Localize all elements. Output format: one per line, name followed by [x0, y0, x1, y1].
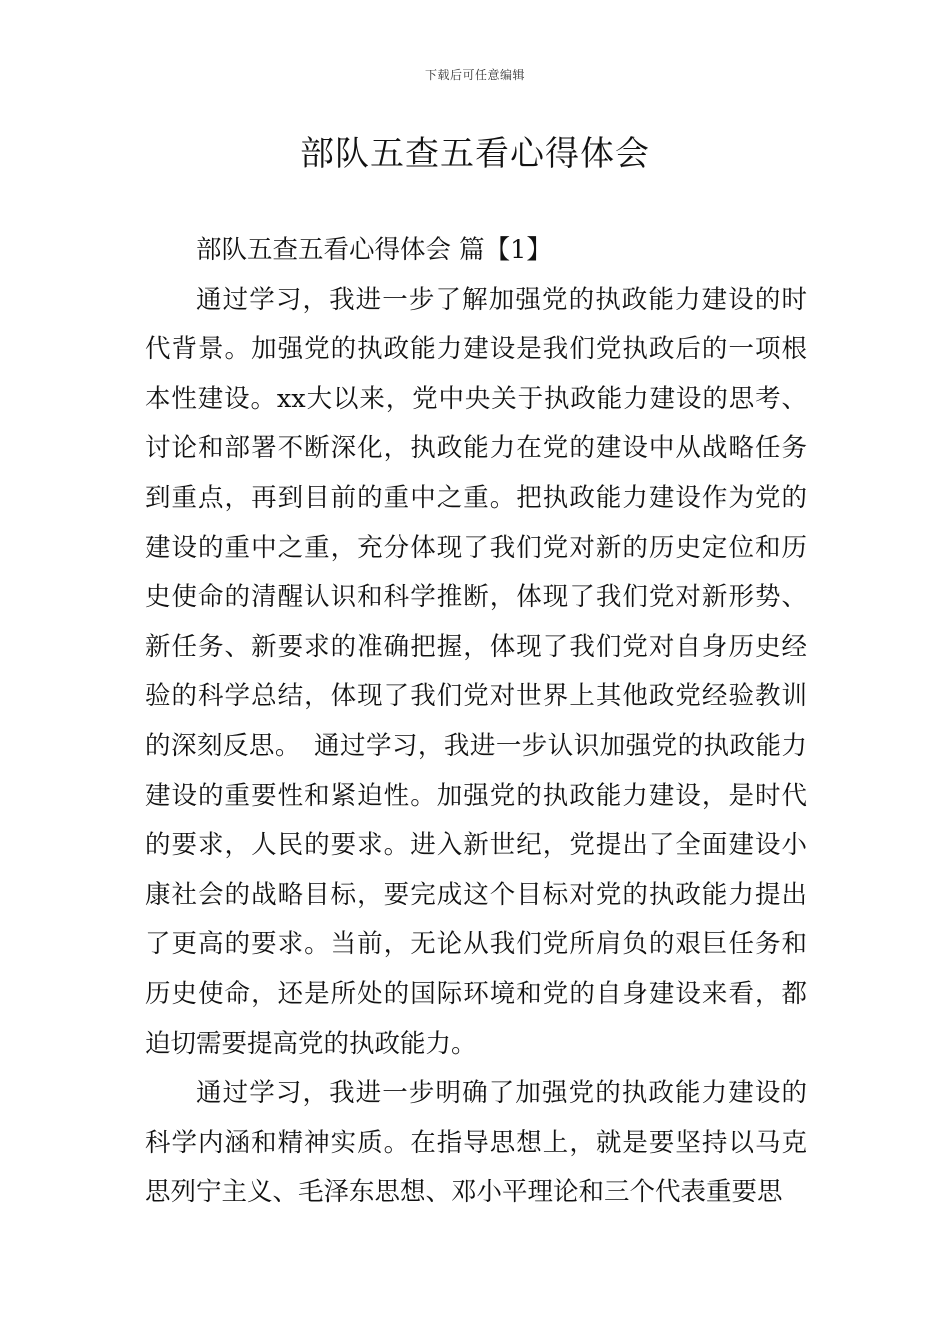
- document-title: 部队五查五看心得体会: [300, 134, 650, 174]
- section-heading: 部队五查五看心得体会 篇【1】: [196, 235, 552, 265]
- body-paragraph-2: 通过学习，我进一步明确了加强党的执政能力建设的科学内涵和精神实质。在指导思想上，就是要坚持以马克思列宁主义、毛泽东思想、邓小平理论和三个代表重要思: [145, 1078, 807, 1208]
- document-body: [145, 226, 807, 1218]
- body-paragraph-1: 通过学习，我进一步了解加强党的执政能力建设的时代背景。加强党的执政能力建设是我们党执政后的一项根本性建设。xx大以来，党中央关于执政能力建设的思考、讨论和部署不断深化，执政能力在党的建设中从战略任务到重点，再到目前的重中之重。把执政能力建设作为党的建设的重中之重，充分体现了我们党对新的历史定位和历史使命的清醒认识和科学推断，体现了我们党对新形势、新任务、新要求的准确把握，体现了我们党对自身历史经验的科学总结，体现了我们党对世界上其他政党经验教训的深刻反思。 通过学习，我进一步认识加强党的执政能力建设的重要性和紧迫性。加强党的执政能力建设，是时代的要求，人民的要求。进入新世纪，党提出了全面建设小康社会的战略目标，要完成这个目标对党的执政能力提出了更高的要求。当前，无论从我们党所肩负的艰巨任务和历史使命，还是所处的国际环境和党的自身建设来看，都迫切需要提高党的执政能力。: [145, 284, 807, 1059]
- header-note: 下载后可任意编辑: [424, 68, 525, 82]
